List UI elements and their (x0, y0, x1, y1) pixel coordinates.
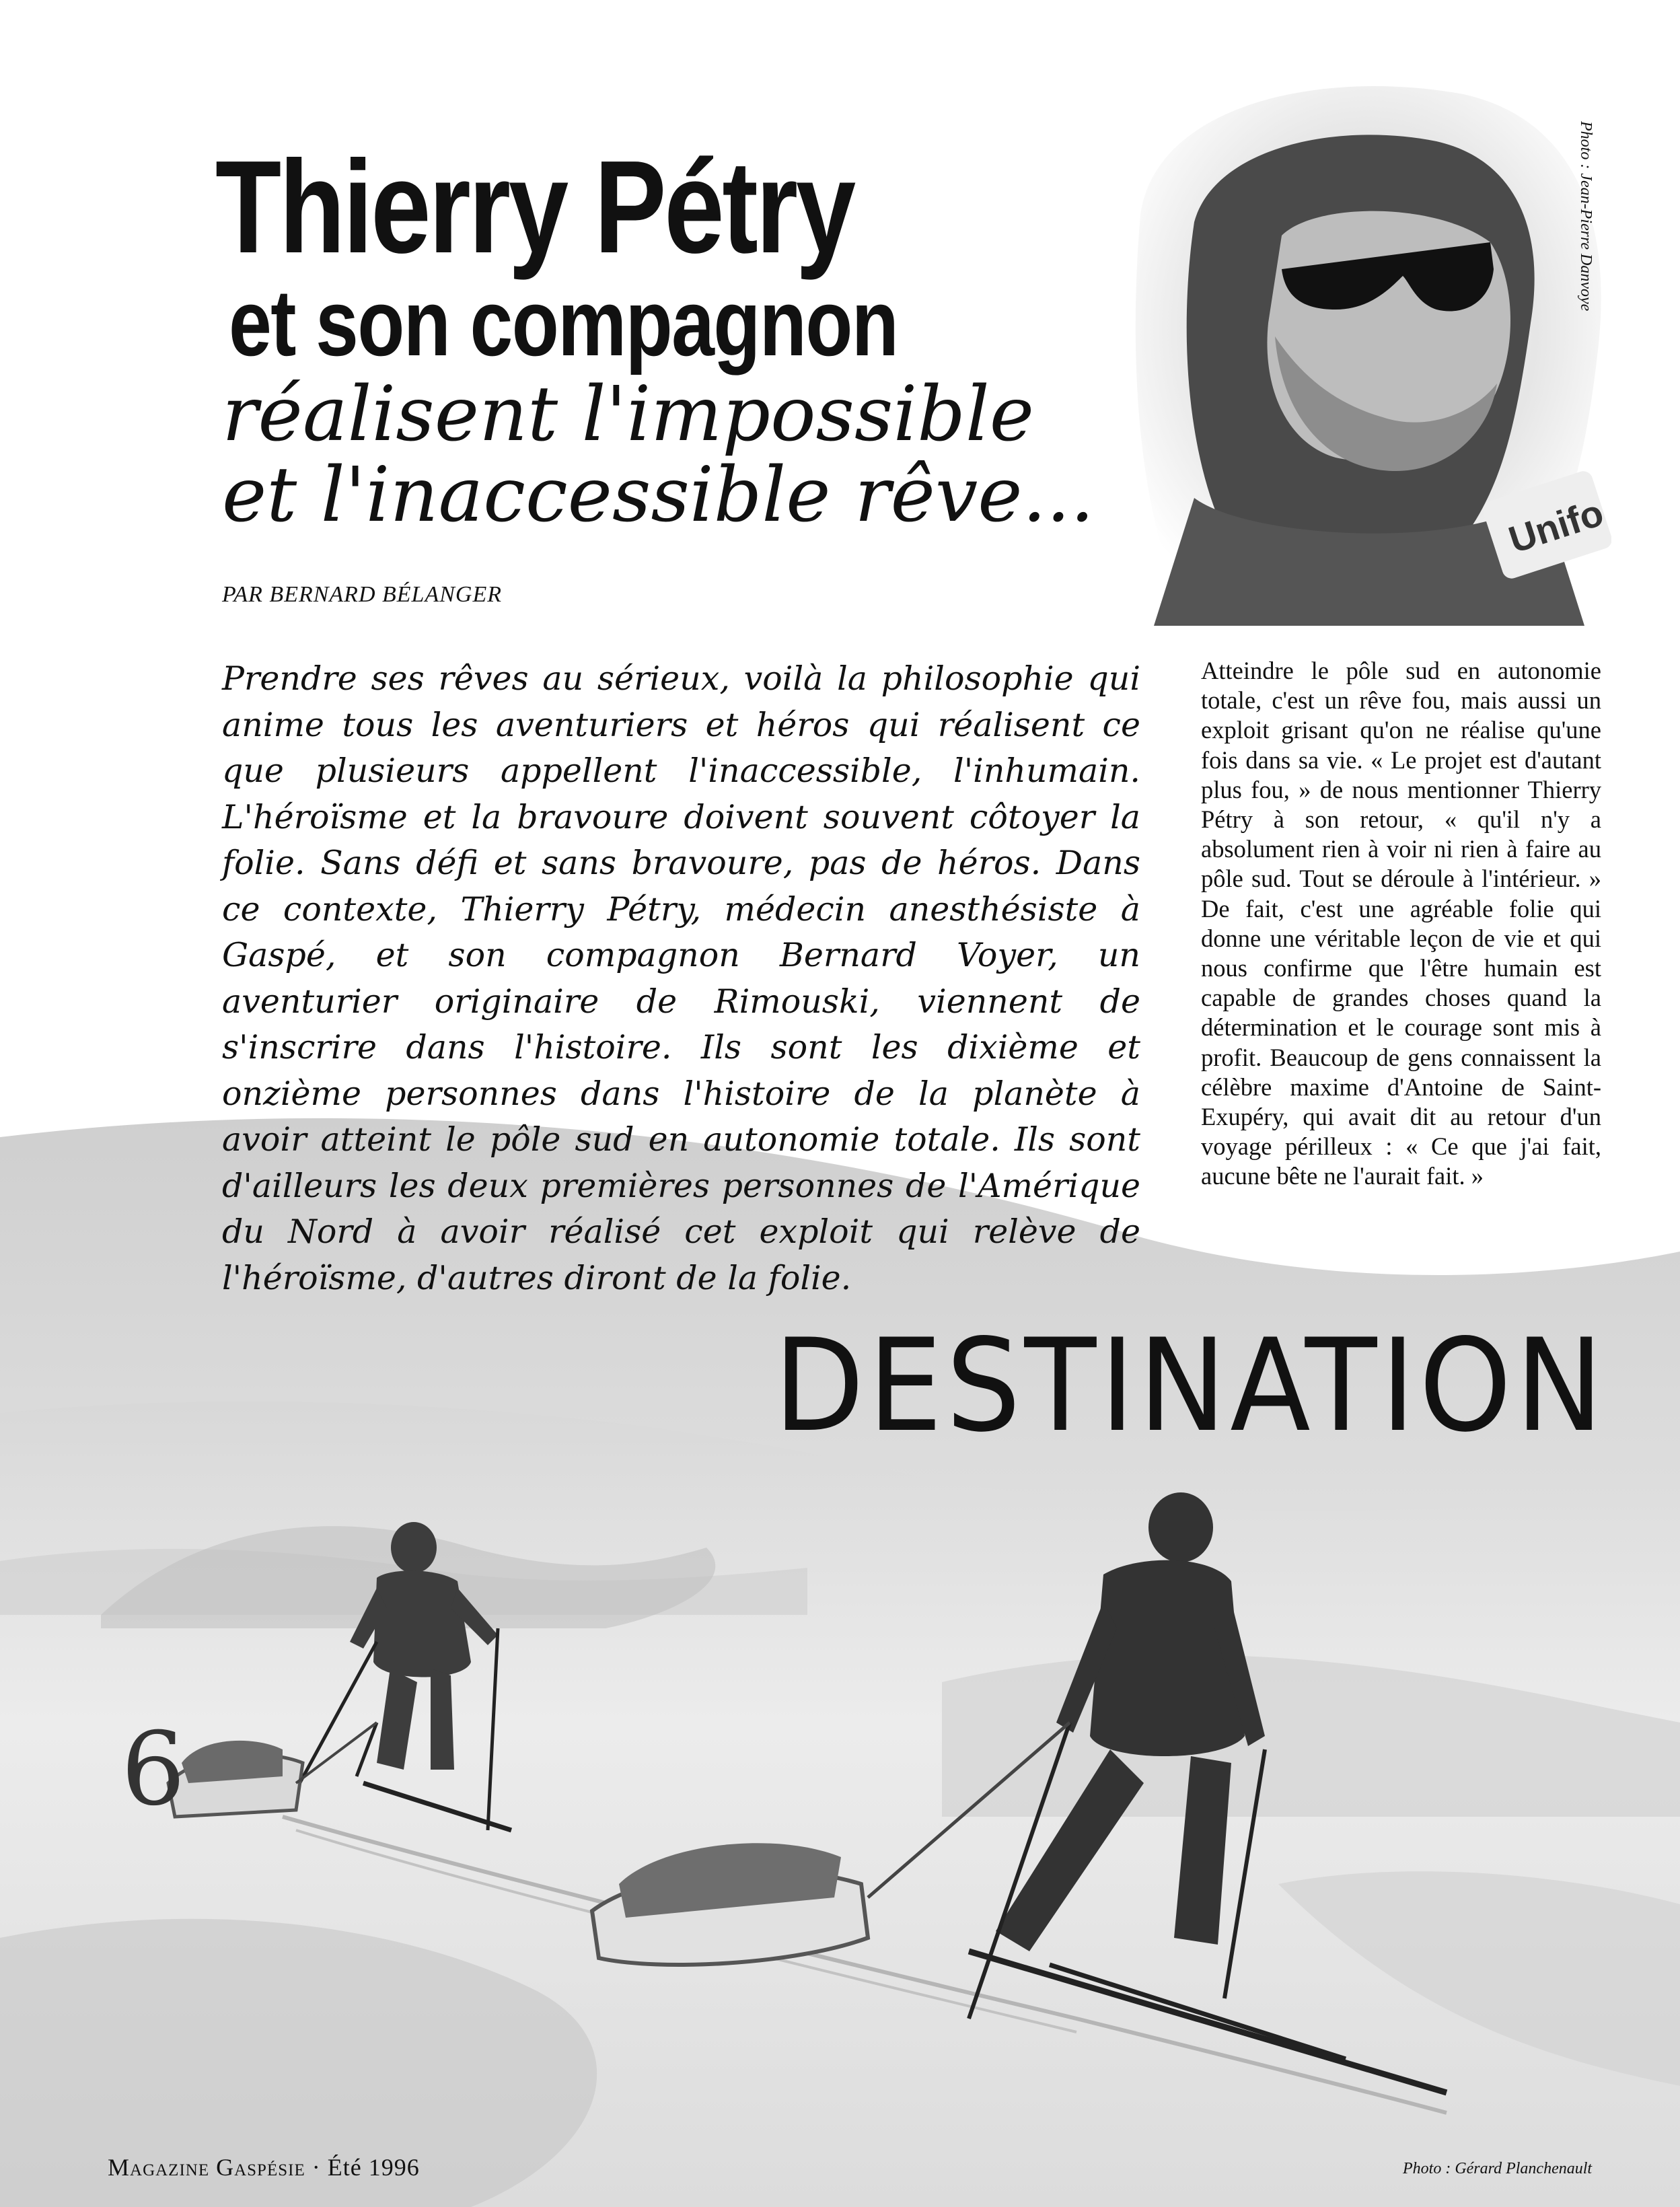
portrait-photo (1113, 67, 1611, 626)
footer-separator: · (305, 2154, 328, 2181)
footer-magazine (108, 2153, 420, 2181)
byline: PAR BERNARD BÉLANGER (222, 582, 502, 607)
article-intro: Prendre ses rêves au sérieux, voilà la philosophie qui anime tous les aventuriers et héros qui réalisent ce que plusieurs appellent l'inaccessible, l'inhumain. L'héroïsme et la bravoure doivent souvent côtoyer la folie. Sans défi et sans bravoure, pas de héros. Dans ce contexte, Thierry Pétry, médecin anesthésiste à Gaspé, et son compagnon Bernard Voyer, un aventurier originaire de Rimouski, viennent de s'inscrire dans l'histoire. Ils sont les dixième et onzième personnes dans l'histoire de la planète à avoir atteint le pôle sud en autonomie totale. Ils sont d'ailleurs les deux premières personnes de l'Amérique du Nord à avoir réalisé cet exploit qui relève de l'héroïsme, d'autres diront de la folie. (222, 659, 1140, 1297)
main-photo-credit: Photo : Gérard Planchenault (1403, 2160, 1593, 2177)
article-title: Thierry Pétry (215, 133, 854, 281)
badge-text: Unifo (1503, 491, 1609, 561)
issue-date: Été 1996 (327, 2154, 420, 2181)
page-number: 6 (121, 1711, 186, 1828)
article-column: Atteindre le pôle sud en autonomie totale, c'est un rêve fou, mais aussi un exploit grisant qu'on ne réalise qu'une fois dans sa vie. « Le projet est d'autant plus fou, » de nous mentionner Thierry Pétry à son retour, « qu'il n'y a absolument rien à voir ni rien à faire au pôle sud. Tout se déroule à l'intérieur. » De fait, c'est une agréable folie qui donne une véritable leçon de vie et qui nous confirme que l'être humain est capable de grandes choses quand la détermination et le courage sont mis à profit. Beaucoup de gens connaissent la célèbre maxime d'Antoine de Saint-Exupéry, qui avait dit au retour d'un voyage périlleux : « Ce que j'ai fait, aucune bête ne l'aurait fait. » (1201, 657, 1601, 1190)
article-subtitle-line1: réalisent l'impossible (222, 371, 1035, 458)
portrait-photo-credit: Photo : Jean-Pierre Danvoye (1577, 121, 1595, 312)
article-subtitle-line2: et l'inaccessible rêve... (222, 451, 1095, 539)
magazine-name: Magazine Gaspésie (108, 2154, 305, 2181)
article-title-line2: et son compagnon (229, 270, 898, 375)
section-heading: DESTINATION (774, 1311, 1607, 1460)
